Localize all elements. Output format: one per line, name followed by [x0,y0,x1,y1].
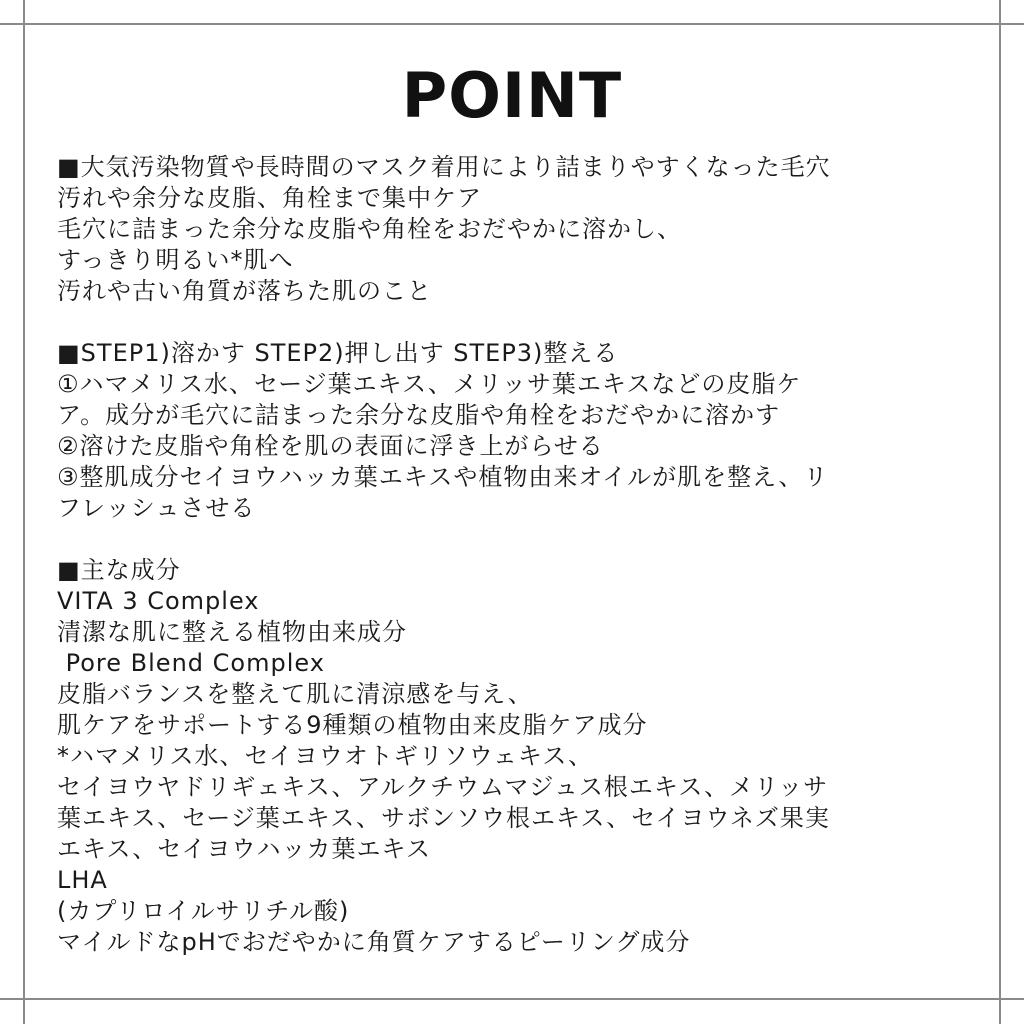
section1-heading: ■大気汚染物質や長時間のマスク着用により詰まりやすくなった毛穴 [57,153,831,181]
frame-left-line [23,0,25,1024]
section3-line: マイルドなpHでおだやかに角質ケアするピーリング成分 [57,928,691,956]
content-body [57,152,972,958]
frame-bottom-line [0,998,1024,1000]
section3-line: エキス、セイヨウハッカ葉エキス [57,835,432,863]
section-spacer [57,524,972,555]
section3-line: セイヨウヤドリギェキス、アルクチウムマジュス根エキス、メリッサ [57,773,829,801]
section3-line: 皮脂バランスを整えて肌に清涼感を与え、 [57,680,533,708]
section1-line: 毛穴に詰まった余分な皮脂や角栓をおだやかに溶かし、 [57,215,682,243]
section2-line: フレッシュさせる [57,494,256,522]
page-title: POINT [401,59,623,132]
frame-top-line [0,23,1024,25]
section3-line: 葉エキス、セージ葉エキス、サボンソウ根エキス、セイヨウネズ果実 [57,804,830,832]
section3-line: *ハマメリス水、セイヨウオトギリソウェキス、 [57,742,594,770]
section1-line: 汚れや余分な皮脂、角栓まで集中ケア [57,184,482,212]
section2-heading: ■STEP1)溶かす STEP2)押し出す STEP3)整える [57,339,619,367]
frame-right-line [999,0,1001,1024]
section1-line: 汚れや古い角質が落ちた肌のこと [57,277,432,305]
section-spacer [57,307,972,338]
section3-line: 清潔な肌に整える植物由来成分 [57,618,407,646]
section2-line: ②溶けた皮脂や角栓を肌の表面に浮き上がらせる [57,432,604,460]
section3-line: 肌ケアをサポートする9種類の植物由来皮脂ケア成分 [57,711,648,739]
section3-line: LHA [57,866,108,894]
section3-line: VITA 3 Complex [57,587,260,615]
section2-line: ③整肌成分セイヨウハッカ葉エキスや植物由来オイルが肌を整え、リ [57,463,829,491]
section3-line: Pore Blend Complex [57,649,325,677]
section1-line: すっきり明るい*肌へ [57,246,294,274]
section2-line: ①ハマメリス水、セージ葉エキス、メリッサ葉エキスなどの皮脂ケ [57,370,802,398]
section3-heading: ■主な成分 [57,556,181,584]
section3-line: (カプリロイルサリチル酸) [57,897,350,925]
section2-line: ア。成分が毛穴に詰まった余分な皮脂や角栓をおだやかに溶かす [57,401,781,429]
